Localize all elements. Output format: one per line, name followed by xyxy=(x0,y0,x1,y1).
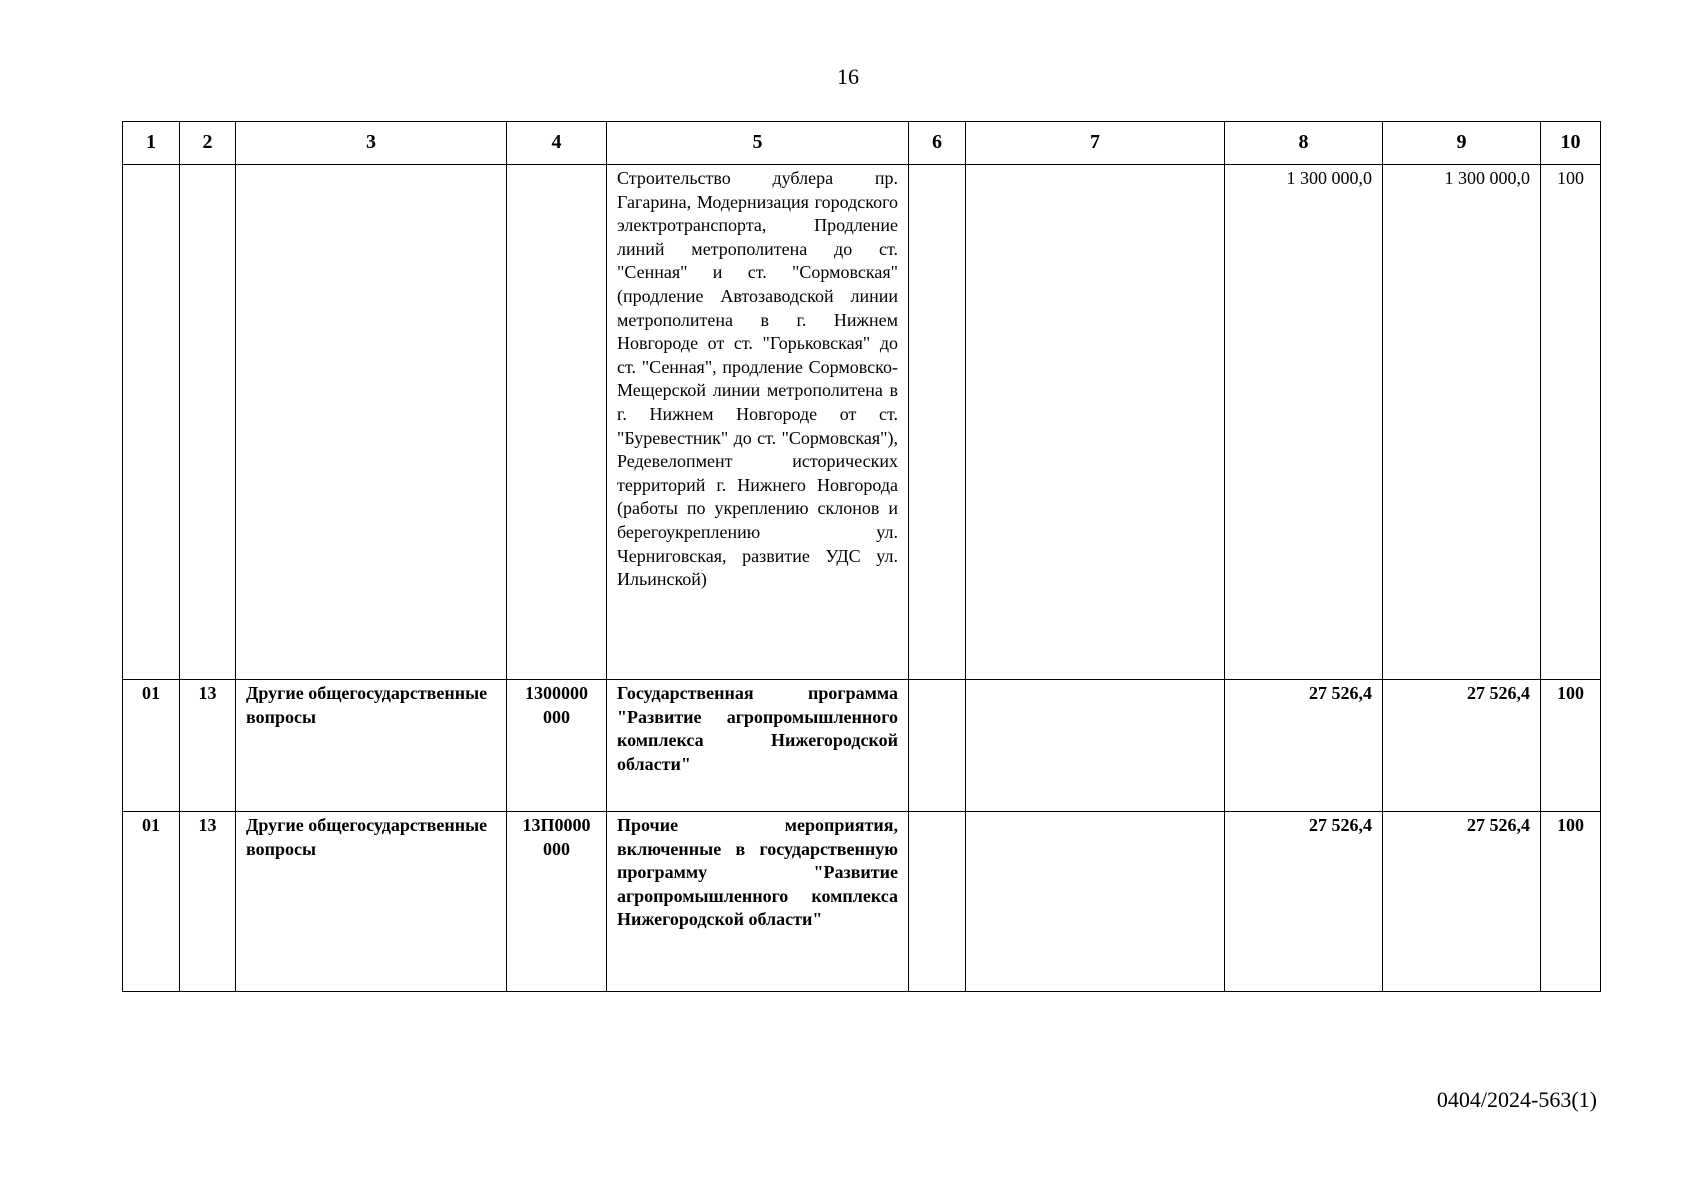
col-header-7: 7 xyxy=(966,122,1225,165)
cell-col7 xyxy=(966,680,1225,812)
cell-description: Прочие мероприятия, включенные в государственную программу "Развитие агропромышленного комплекса Нижегородской области" xyxy=(607,812,909,992)
col-header-4: 4 xyxy=(507,122,607,165)
cell-description: Государственная программа "Развитие агропромышленного комплекса Нижегородской области" xyxy=(607,680,909,812)
col-header-5: 5 xyxy=(607,122,909,165)
cell-col7 xyxy=(966,812,1225,992)
cell-amount-plan: 1 300 000,0 xyxy=(1225,165,1383,680)
page-number: 16 xyxy=(837,64,859,89)
cell-section: 01 xyxy=(123,680,180,812)
cell-subsection: 13 xyxy=(180,812,236,992)
cell-section: 01 xyxy=(123,812,180,992)
col-header-2: 2 xyxy=(180,122,236,165)
cell-amount-plan: 27 526,4 xyxy=(1225,680,1383,812)
document-code: 0404/2024-563(1) xyxy=(1436,1087,1597,1112)
cell-section-name: Другие общегосударственные вопросы xyxy=(236,812,507,992)
cell-subsection: 13 xyxy=(180,680,236,812)
cell-percent: 100 xyxy=(1541,812,1601,992)
col-header-6: 6 xyxy=(909,122,966,165)
cell-amount-actual: 1 300 000,0 xyxy=(1383,165,1541,680)
cell-col7 xyxy=(966,165,1225,680)
cell-col6 xyxy=(909,680,966,812)
cell-subsection xyxy=(180,165,236,680)
cell-amount-actual: 27 526,4 xyxy=(1383,680,1541,812)
cell-percent: 100 xyxy=(1541,165,1601,680)
cell-target-code: 1300000 000 xyxy=(507,680,607,812)
cell-amount-plan: 27 526,4 xyxy=(1225,812,1383,992)
cell-target-code xyxy=(507,165,607,680)
col-header-1: 1 xyxy=(123,122,180,165)
cell-col6 xyxy=(909,165,966,680)
col-header-9: 9 xyxy=(1383,122,1541,165)
cell-section xyxy=(123,165,180,680)
col-header-3: 3 xyxy=(236,122,507,165)
col-header-8: 8 xyxy=(1225,122,1383,165)
cell-target-code: 13П0000 000 xyxy=(507,812,607,992)
table-header-row xyxy=(123,122,1601,165)
table-row xyxy=(123,165,1601,680)
cell-amount-actual: 27 526,4 xyxy=(1383,812,1541,992)
cell-percent: 100 xyxy=(1541,680,1601,812)
budget-table xyxy=(122,121,1601,992)
cell-section-name xyxy=(236,165,507,680)
cell-description: Строительство дублера пр. Гагарина, Модернизация городского электротранспорта, Продление линий метрополитена до ст. "Сенная" и ст. "Сормовская" (продление Автозаводской линии метрополитена в г. Нижнем Новгороде от ст. "Горьковская" до ст. "Сенная", продление Сормовско-Мещерской линии метрополитена в г. Нижнем Новгороде от ст. "Буревестник" до ст. "Сормовская"), Редевелопмент исторических территорий г. Нижнего Новгорода (работы по укреплению склонов и берегоукреплению ул. Черниговская, развитие УДС ул. Ильинской) xyxy=(607,165,909,680)
col-header-10: 10 xyxy=(1541,122,1601,165)
table-row xyxy=(123,812,1601,992)
cell-section-name: Другие общегосударственные вопросы xyxy=(236,680,507,812)
table-row xyxy=(123,680,1601,812)
cell-col6 xyxy=(909,812,966,992)
